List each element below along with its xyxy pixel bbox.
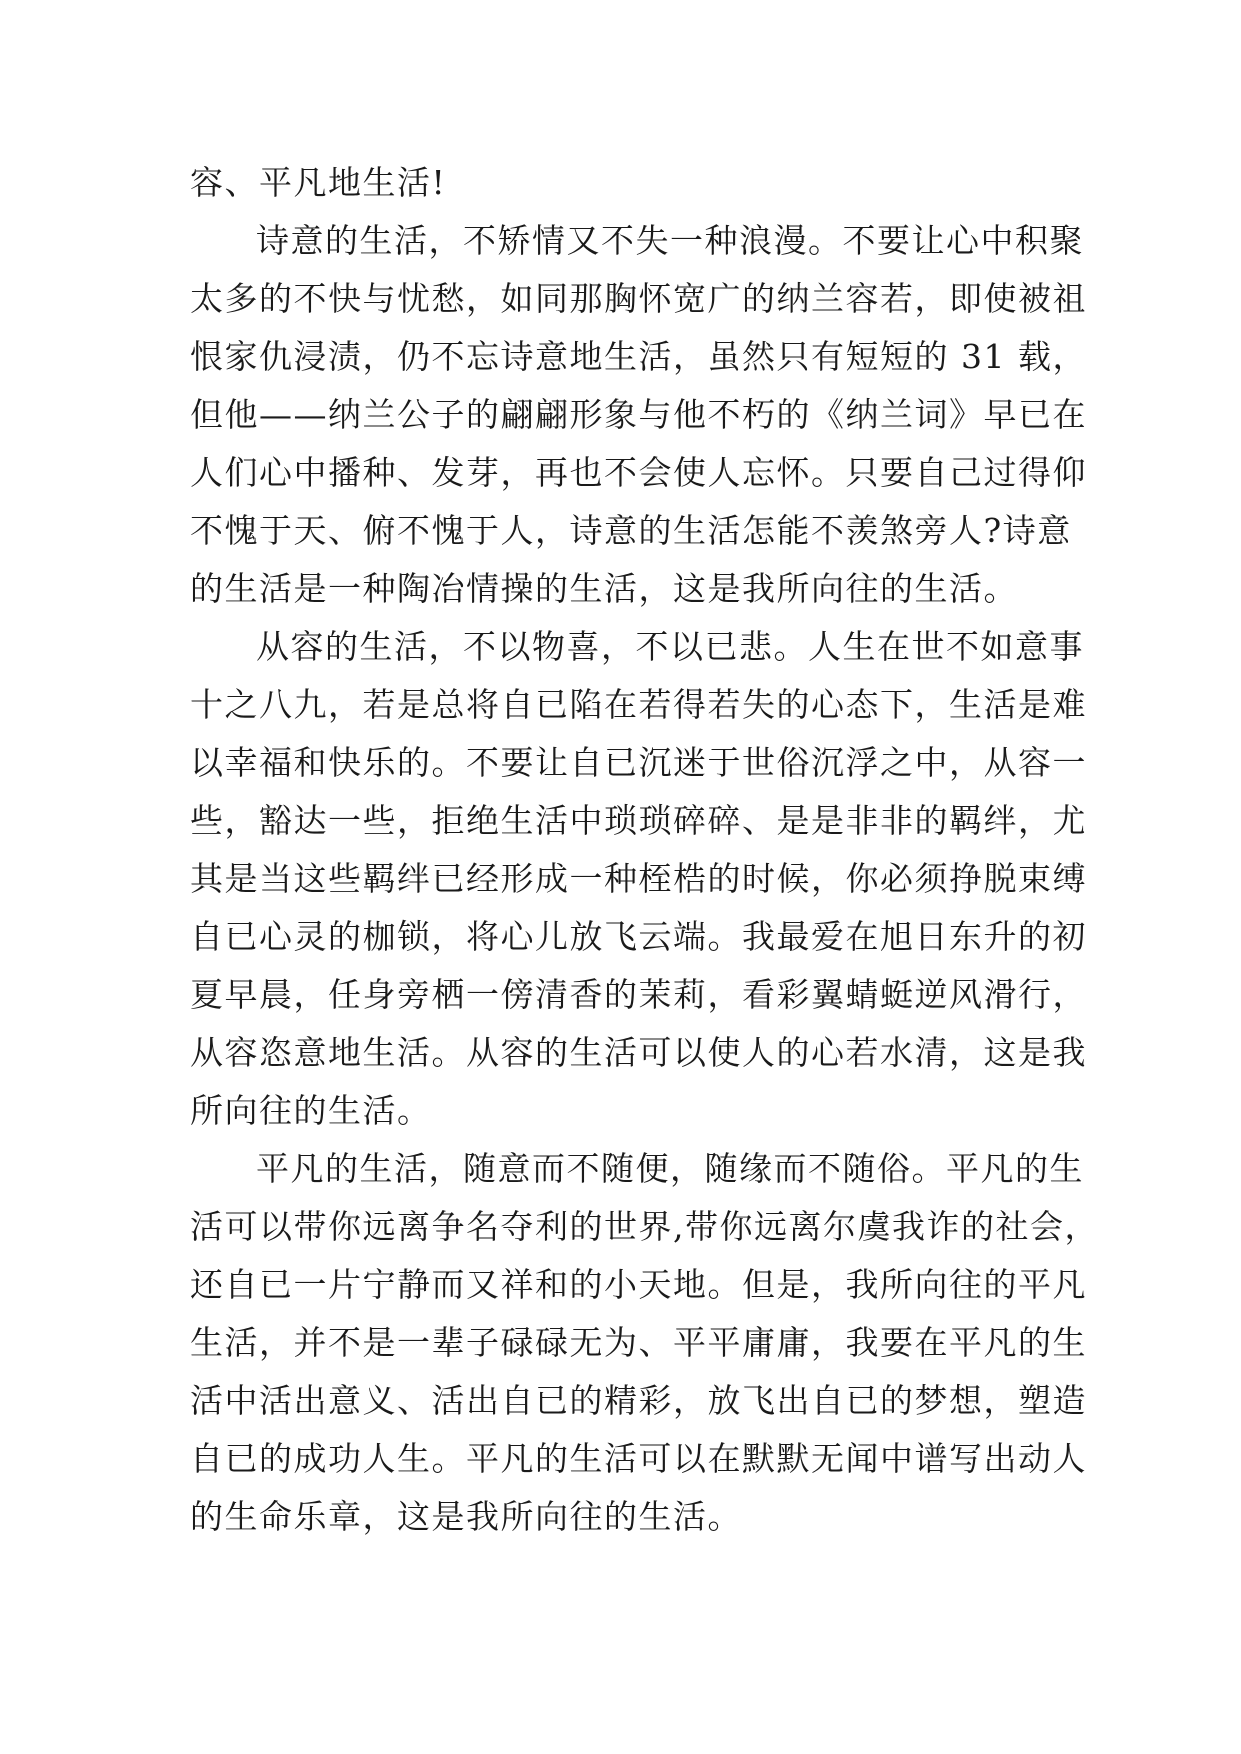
text-line: 以幸福和快乐的。不要让自已沉迷于世俗沉浮之中，从容一 (190, 743, 1087, 782)
text-line: 活中活出意义、活出自已的精彩，放飞出自已的梦想，塑造 (190, 1381, 1087, 1420)
text-line: 不愧于天、俯不愧于人，诗意的生活怎能不羡煞旁人?诗意 (190, 511, 1072, 550)
text-line: 的生活是一种陶冶情操的生活，这是我所向往的生活。 (190, 569, 1018, 608)
text-line: 容、平凡地生活! (190, 163, 447, 202)
text-line: 活可以带你远离争名夺利的世界,带你远离尔虞我诈的社会， (190, 1207, 1099, 1246)
text-line: 自已的成功人生。平凡的生活可以在默默无闻中谱写出动人 (190, 1439, 1087, 1478)
text-line: 夏早晨，任身旁栖一傍清香的茉莉，看彩翼蜻蜓逆风滑行， (190, 975, 1087, 1014)
paragraph-start-line: 诗意的生活，不矫情又不失一种浪漫。不要让心中积聚 (256, 221, 1084, 260)
text-line: 从容恣意地生活。从容的生活可以使人的心若水清，这是我 (190, 1033, 1087, 1072)
text-line: 人们心中播种、发芽，再也不会使人忘怀。只要自己过得仰 (190, 453, 1087, 492)
text-line: 自已心灵的枷锁，将心儿放飞云端。我最爱在旭日东升的初 (190, 917, 1087, 956)
text-line: 些，豁达一些，拒绝生活中琐琐碎碎、是是非非的羁绊，尤 (190, 801, 1087, 840)
paragraph-start-line: 从容的生活，不以物喜，不以已悲。人生在世不如意事 (256, 627, 1084, 666)
text-line: 十之八九，若是总将自已陷在若得若失的心态下，生活是难 (190, 685, 1087, 724)
text-line: 所向往的生活。 (190, 1091, 432, 1130)
text-line: 还自已一片宁静而又祥和的小天地。但是，我所向往的平凡 (190, 1265, 1087, 1304)
body-text (190, 154, 1099, 1546)
text-line: 的生命乐章，这是我所向往的生活。 (190, 1497, 742, 1536)
text-line: 但他——纳兰公子的翩翩形象与他不朽的《纳兰词》早已在 (190, 395, 1087, 434)
paragraph-start-line: 平凡的生活，随意而不随便，随缘而不随俗。平凡的生 (256, 1149, 1084, 1188)
text-line: 太多的不快与忧愁，如同那胸怀宽广的纳兰容若，即使被祖 (190, 279, 1087, 318)
text-line: 生活，并不是一辈子碌碌无为、平平庸庸，我要在平凡的生 (190, 1323, 1087, 1362)
text-line: 恨家仇浸渍，仍不忘诗意地生活，虽然只有短短的 31 载， (190, 337, 1087, 376)
text-line: 其是当这些羁绊已经形成一种桎梏的时候，你必须挣脱束缚 (190, 859, 1087, 898)
